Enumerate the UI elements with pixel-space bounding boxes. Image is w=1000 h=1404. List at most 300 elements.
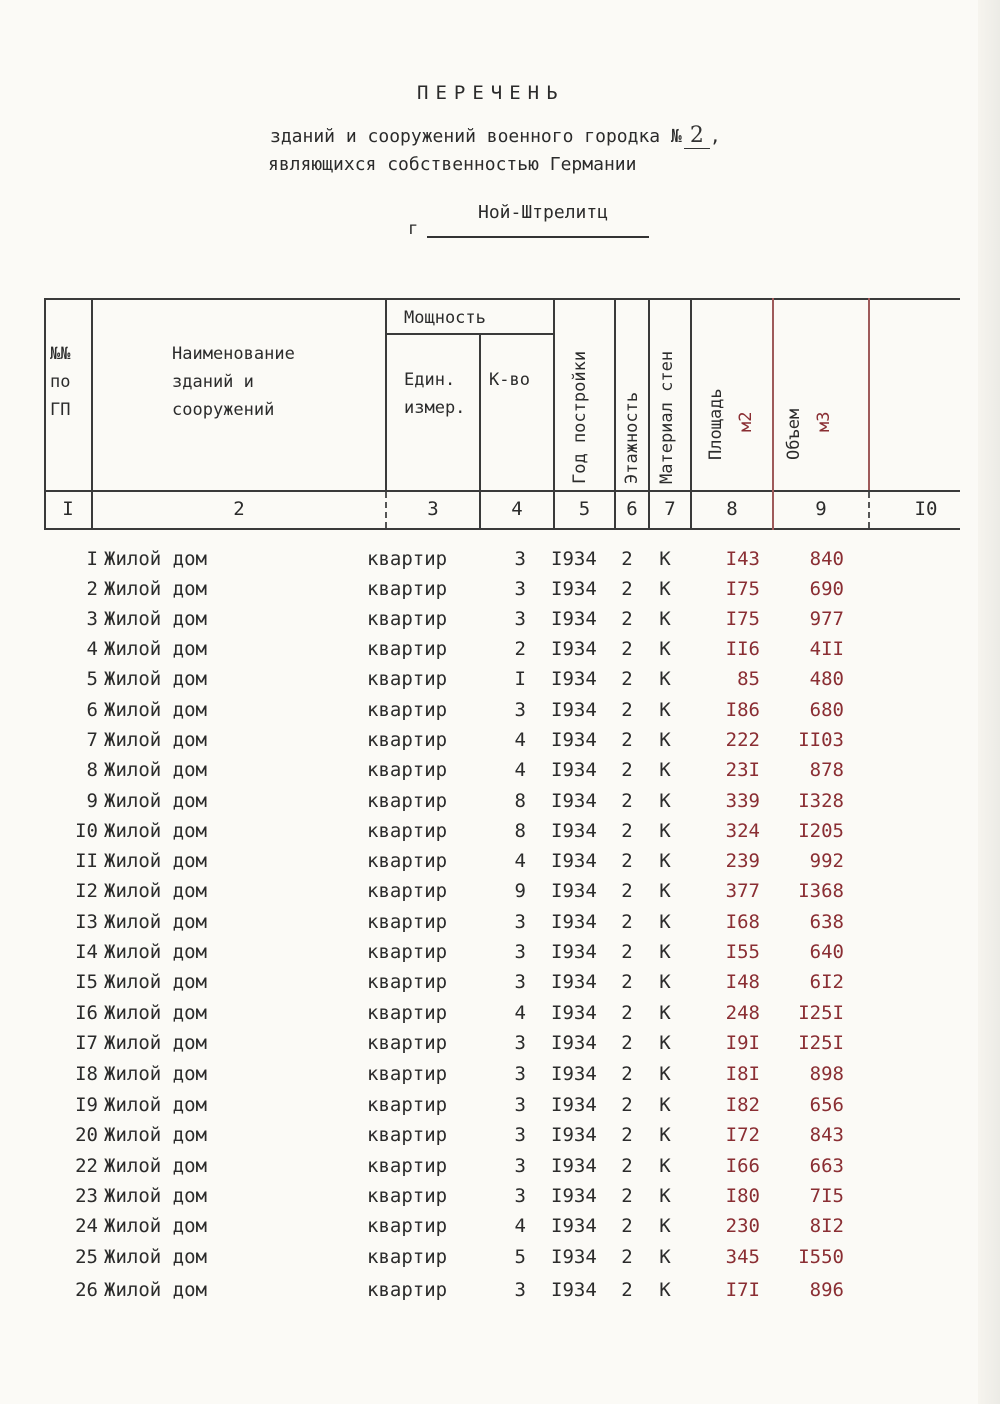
table-row: [0, 759, 1000, 789]
building-name: Жилой дом: [104, 820, 207, 842]
city-name: Ной-Штрелитц: [478, 202, 609, 223]
building-name: Жилой дом: [104, 759, 207, 781]
unit-of-measure: квартир: [367, 578, 448, 600]
area-m2: 85: [737, 668, 760, 690]
building-name: Жилой дом: [104, 1155, 207, 1177]
volume-m3: I550: [798, 1246, 844, 1268]
floors: 2: [621, 608, 633, 630]
area-m2: I86: [725, 699, 760, 721]
header-year: Год постройки: [570, 350, 590, 484]
building-name: Жилой дом: [104, 1002, 207, 1024]
capacity-divider: [387, 333, 553, 335]
floors: 2: [621, 578, 633, 600]
row-number: 6: [86, 699, 98, 721]
city-prefix: г: [408, 219, 419, 239]
header-unit-line1: Един.: [404, 370, 456, 390]
table-top-border: [44, 298, 960, 300]
floors: 2: [621, 911, 633, 933]
row-number: I2: [75, 880, 98, 902]
year-built: I934: [551, 699, 597, 721]
colnum-7: 7: [664, 498, 676, 520]
volume-m3: 663: [809, 1155, 844, 1177]
row-number: II: [75, 850, 98, 872]
subtitle-text-1: зданий и сооружений военного городка №: [270, 126, 682, 147]
year-built: I934: [551, 668, 597, 690]
row-number: 4: [86, 638, 98, 660]
unit-of-measure: квартир: [367, 1185, 448, 1207]
volume-m3: I205: [798, 820, 844, 842]
building-name: Жилой дом: [104, 911, 207, 933]
row-number: 2: [86, 578, 98, 600]
wall-material: К: [659, 548, 671, 570]
colnum-2: 2: [233, 498, 245, 520]
table-row: [0, 1124, 1000, 1154]
table-row: [0, 608, 1000, 638]
unit-of-measure: квартир: [367, 1246, 448, 1268]
colnum-5: 5: [578, 498, 591, 520]
unit-of-measure: квартир: [367, 1124, 448, 1146]
volume-m3: I25I: [798, 1032, 844, 1054]
wall-material: К: [659, 638, 671, 660]
wall-material: К: [659, 971, 671, 993]
quantity: 3: [514, 1124, 526, 1146]
wall-material: К: [659, 1094, 671, 1116]
wall-material: К: [659, 1185, 671, 1207]
volume-m3: 896: [809, 1279, 844, 1301]
floors: 2: [621, 548, 633, 570]
table-row: [0, 1215, 1000, 1245]
wall-material: К: [659, 941, 671, 963]
wall-material: К: [659, 578, 671, 600]
row-number: I: [86, 548, 98, 570]
colnum-6: 6: [626, 498, 638, 520]
year-built: I934: [551, 1032, 597, 1054]
area-m2: 23I: [725, 759, 760, 781]
quantity: 8: [514, 790, 526, 812]
year-built: I934: [551, 790, 597, 812]
subtitle-comma: ,: [709, 126, 721, 147]
table-row: [0, 1155, 1000, 1185]
table-row: [0, 729, 1000, 759]
building-name: Жилой дом: [104, 668, 207, 690]
volume-m3: 656: [809, 1094, 844, 1116]
subtitle-line-2: являющихся собственностью Германии: [268, 154, 637, 175]
row-number: I7: [75, 1032, 98, 1054]
header-col2: [172, 340, 295, 424]
floors: 2: [621, 941, 633, 963]
volume-m3: 690: [809, 578, 844, 600]
year-built: I934: [551, 1185, 597, 1207]
floors: 2: [621, 1215, 633, 1237]
row-number: 9: [86, 790, 98, 812]
volume-m3: I25I: [798, 1002, 844, 1024]
document-title: ПЕРЕЧЕНЬ: [417, 82, 565, 104]
row-number: I4: [75, 941, 98, 963]
building-name: Жилой дом: [104, 1094, 207, 1116]
header-area-unit: м2: [736, 411, 756, 432]
volume-m3: 7I5: [809, 1185, 844, 1207]
quantity: 8: [514, 820, 526, 842]
table-row: [0, 971, 1000, 1001]
volume-m3: 6I2: [809, 971, 844, 993]
quantity: 3: [514, 608, 526, 630]
floors: 2: [621, 759, 633, 781]
quantity: 2: [514, 638, 526, 660]
floors: 2: [621, 1094, 633, 1116]
unit-of-measure: квартир: [367, 820, 448, 842]
quantity: 3: [514, 911, 526, 933]
table-row: [0, 548, 1000, 578]
header-col2-line1: Наименование: [172, 344, 295, 364]
year-built: I934: [551, 1246, 597, 1268]
area-m2: 248: [725, 1002, 760, 1024]
area-m2: I48: [725, 971, 760, 993]
year-built: I934: [551, 850, 597, 872]
wall-material: К: [659, 1155, 671, 1177]
wall-material: К: [659, 790, 671, 812]
quantity: 3: [514, 578, 526, 600]
volume-m3: 843: [809, 1124, 844, 1146]
table-row: [0, 1063, 1000, 1093]
volume-m3: 640: [809, 941, 844, 963]
row-number: 3: [86, 608, 98, 630]
volume-m3: 898: [809, 1063, 844, 1085]
table-row: [0, 911, 1000, 941]
floors: 2: [621, 1124, 633, 1146]
volume-m3: 680: [809, 699, 844, 721]
table-row: [0, 941, 1000, 971]
header-volume-unit: м3: [814, 411, 834, 432]
building-name: Жилой дом: [104, 1185, 207, 1207]
building-name: Жилой дом: [104, 578, 207, 600]
building-name: Жилой дом: [104, 1279, 207, 1301]
unit-of-measure: квартир: [367, 911, 448, 933]
volume-m3: 480: [809, 668, 844, 690]
col-divider-8: [772, 298, 774, 530]
table-row: [0, 1185, 1000, 1215]
header-col2-line2: зданий и: [172, 372, 254, 392]
wall-material: К: [659, 1124, 671, 1146]
col-divider-7: [690, 298, 692, 530]
building-name: Жилой дом: [104, 941, 207, 963]
wall-material: К: [659, 1032, 671, 1054]
area-m2: 239: [725, 850, 760, 872]
unit-of-measure: квартир: [367, 1094, 448, 1116]
row-number: 23: [75, 1185, 98, 1207]
year-built: I934: [551, 578, 597, 600]
header-bottom-border: [44, 490, 960, 492]
unit-of-measure: квартир: [367, 790, 448, 812]
volume-m3: 992: [809, 850, 844, 872]
wall-material: К: [659, 729, 671, 751]
quantity: 3: [514, 1063, 526, 1085]
floors: 2: [621, 971, 633, 993]
table-row: [0, 1032, 1000, 1062]
col-divider-5: [614, 298, 616, 530]
city-underline: [427, 236, 649, 238]
building-name: Жилой дом: [104, 880, 207, 902]
year-built: I934: [551, 638, 597, 660]
quantity: 4: [514, 850, 526, 872]
year-built: I934: [551, 1063, 597, 1085]
table-row: [0, 880, 1000, 910]
volume-m3: 977: [809, 608, 844, 630]
header-col1-line3: ГП: [50, 400, 71, 420]
volume-m3: II03: [798, 729, 844, 751]
year-built: I934: [551, 729, 597, 751]
wall-material: К: [659, 1215, 671, 1237]
quantity: 5: [514, 1246, 526, 1268]
floors: 2: [621, 1246, 633, 1268]
row-number: I9: [75, 1094, 98, 1116]
row-number: 26: [75, 1279, 98, 1301]
row-number: I5: [75, 971, 98, 993]
floors: 2: [621, 1032, 633, 1054]
wall-material: К: [659, 699, 671, 721]
wall-material: К: [659, 820, 671, 842]
table-row: [0, 638, 1000, 668]
colnum-9: 9: [815, 498, 827, 520]
colnum-8: 8: [726, 498, 738, 520]
colnum-10: I0: [914, 498, 938, 520]
col-divider-4: [553, 298, 555, 530]
area-m2: 222: [725, 729, 760, 751]
volume-m3: I368: [798, 880, 844, 902]
col-divider-2: [385, 298, 387, 490]
header-material: Материал стен: [657, 350, 677, 484]
quantity: 9: [514, 880, 526, 902]
building-name: Жилой дом: [104, 1063, 207, 1085]
floors: 2: [621, 850, 633, 872]
row-number: 24: [75, 1215, 98, 1237]
header-unit-line2: измер.: [404, 398, 466, 418]
unit-of-measure: квартир: [367, 880, 448, 902]
floors: 2: [621, 1279, 633, 1301]
row-number: 7: [86, 729, 98, 751]
row-number: 22: [75, 1155, 98, 1177]
col-divider-6: [648, 298, 650, 530]
table-row: [0, 790, 1000, 820]
floors: 2: [621, 638, 633, 660]
quantity: I: [514, 668, 526, 690]
unit-of-measure: квартир: [367, 1032, 448, 1054]
building-name: Жилой дом: [104, 1032, 207, 1054]
quantity: 3: [514, 699, 526, 721]
year-built: I934: [551, 1215, 597, 1237]
year-built: I934: [551, 911, 597, 933]
area-m2: 324: [725, 820, 760, 842]
wall-material: К: [659, 1063, 671, 1085]
table-row: [0, 850, 1000, 880]
wall-material: К: [659, 608, 671, 630]
floors: 2: [621, 668, 633, 690]
volume-m3: 878: [809, 759, 844, 781]
header-unit: [404, 366, 465, 422]
year-built: I934: [551, 608, 597, 630]
area-m2: 339: [725, 790, 760, 812]
year-built: I934: [551, 820, 597, 842]
building-name: Жилой дом: [104, 790, 207, 812]
quantity: 3: [514, 548, 526, 570]
floors: 2: [621, 880, 633, 902]
colnum-4: 4: [511, 498, 523, 520]
area-m2: 377: [725, 880, 760, 902]
quantity: 4: [514, 1215, 526, 1237]
area-m2: I66: [725, 1155, 760, 1177]
year-built: I934: [551, 1002, 597, 1024]
unit-of-measure: квартир: [367, 941, 448, 963]
table-row: [0, 820, 1000, 850]
year-built: I934: [551, 1124, 597, 1146]
col-divider-1: [91, 298, 93, 530]
row-number: 20: [75, 1124, 98, 1146]
area-m2: I9I: [725, 1032, 760, 1054]
quantity: 4: [514, 759, 526, 781]
volume-m3: 638: [809, 911, 844, 933]
quantity: 3: [514, 1032, 526, 1054]
row-number: 25: [75, 1246, 98, 1268]
quantity: 3: [514, 971, 526, 993]
unit-of-measure: квартир: [367, 971, 448, 993]
building-name: Жилой дом: [104, 971, 207, 993]
col-divider-0: [44, 298, 46, 530]
area-m2: I82: [725, 1094, 760, 1116]
unit-of-measure: квартир: [367, 1002, 448, 1024]
header-col1-line2: по: [50, 372, 71, 392]
year-built: I934: [551, 941, 597, 963]
area-m2: I75: [725, 578, 760, 600]
header-col2-line3: сооружений: [172, 400, 275, 420]
unit-of-measure: квартир: [367, 608, 448, 630]
row-number: 8: [86, 759, 98, 781]
volume-m3: 4II: [809, 638, 844, 660]
wall-material: К: [659, 1002, 671, 1024]
handwritten-number: 2: [684, 123, 710, 149]
colnum-3: 3: [427, 498, 439, 520]
row-number: I8: [75, 1063, 98, 1085]
floors: 2: [621, 1155, 633, 1177]
colnum-bottom-border: [44, 528, 960, 530]
unit-of-measure: квартир: [367, 1215, 448, 1237]
row-number: I0: [75, 820, 98, 842]
wall-material: К: [659, 911, 671, 933]
table-row: [0, 1094, 1000, 1124]
header-qty: К-во: [489, 370, 530, 390]
quantity: 4: [514, 1002, 526, 1024]
year-built: I934: [551, 1155, 597, 1177]
year-built: I934: [551, 759, 597, 781]
quantity: 3: [514, 1155, 526, 1177]
building-name: Жилой дом: [104, 729, 207, 751]
year-built: I934: [551, 1279, 597, 1301]
row-number: 5: [86, 668, 98, 690]
building-name: Жилой дом: [104, 1215, 207, 1237]
year-built: I934: [551, 1094, 597, 1116]
building-name: Жилой дом: [104, 608, 207, 630]
table-row: [0, 1246, 1000, 1276]
unit-of-measure: квартир: [367, 668, 448, 690]
wall-material: К: [659, 1246, 671, 1268]
header-capacity: Мощность: [404, 308, 486, 328]
year-built: I934: [551, 971, 597, 993]
row-number: I6: [75, 1002, 98, 1024]
area-m2: I43: [725, 548, 760, 570]
wall-material: К: [659, 880, 671, 902]
colnum-1: I: [62, 498, 74, 520]
unit-of-measure: квартир: [367, 548, 448, 570]
unit-of-measure: квартир: [367, 1155, 448, 1177]
floors: 2: [621, 1002, 633, 1024]
wall-material: К: [659, 759, 671, 781]
year-built: I934: [551, 548, 597, 570]
header-floors: Этажность: [622, 391, 642, 484]
area-m2: I68: [725, 911, 760, 933]
volume-m3: 8I2: [809, 1215, 844, 1237]
building-name: Жилой дом: [104, 638, 207, 660]
year-built: I934: [551, 880, 597, 902]
table-row: [0, 668, 1000, 698]
unit-of-measure: квартир: [367, 638, 448, 660]
unit-of-measure: квартир: [367, 1063, 448, 1085]
building-name: Жилой дом: [104, 850, 207, 872]
quantity: 3: [514, 1185, 526, 1207]
header-col1: [50, 340, 70, 424]
wall-material: К: [659, 850, 671, 872]
table-row: [0, 1279, 1000, 1309]
wall-material: К: [659, 668, 671, 690]
area-m2: I80: [725, 1185, 760, 1207]
header-area-label: Площадь: [706, 388, 726, 460]
row-number: I3: [75, 911, 98, 933]
table-row: [0, 699, 1000, 729]
area-m2: I75: [725, 608, 760, 630]
quantity: 4: [514, 729, 526, 751]
quantity: 3: [514, 1279, 526, 1301]
building-name: Жилой дом: [104, 1124, 207, 1146]
area-m2: I7I: [725, 1279, 760, 1301]
floors: 2: [621, 729, 633, 751]
area-m2: I8I: [725, 1063, 760, 1085]
building-name: Жилой дом: [104, 699, 207, 721]
area-m2: I72: [725, 1124, 760, 1146]
floors: 2: [621, 1185, 633, 1207]
area-m2: II6: [725, 638, 760, 660]
quantity: 3: [514, 1094, 526, 1116]
building-name: Жилой дом: [104, 548, 207, 570]
floors: 2: [621, 820, 633, 842]
table-row: [0, 578, 1000, 608]
quantity: 3: [514, 941, 526, 963]
unit-of-measure: квартир: [367, 850, 448, 872]
subtitle-line-1: [270, 123, 721, 149]
volume-m3: I328: [798, 790, 844, 812]
area-m2: 345: [725, 1246, 760, 1268]
unit-of-measure: квартир: [367, 1279, 448, 1301]
wall-material: К: [659, 1279, 671, 1301]
area-m2: I55: [725, 941, 760, 963]
unit-of-measure: квартир: [367, 729, 448, 751]
table-row: [0, 1002, 1000, 1032]
col-divider-9: [868, 298, 870, 490]
area-m2: 230: [725, 1215, 760, 1237]
floors: 2: [621, 699, 633, 721]
unit-of-measure: квартир: [367, 759, 448, 781]
unit-of-measure: квартир: [367, 699, 448, 721]
header-volume-label: Объем: [784, 408, 804, 460]
volume-m3: 840: [809, 548, 844, 570]
header-col1-line1: №№: [50, 344, 71, 364]
floors: 2: [621, 790, 633, 812]
